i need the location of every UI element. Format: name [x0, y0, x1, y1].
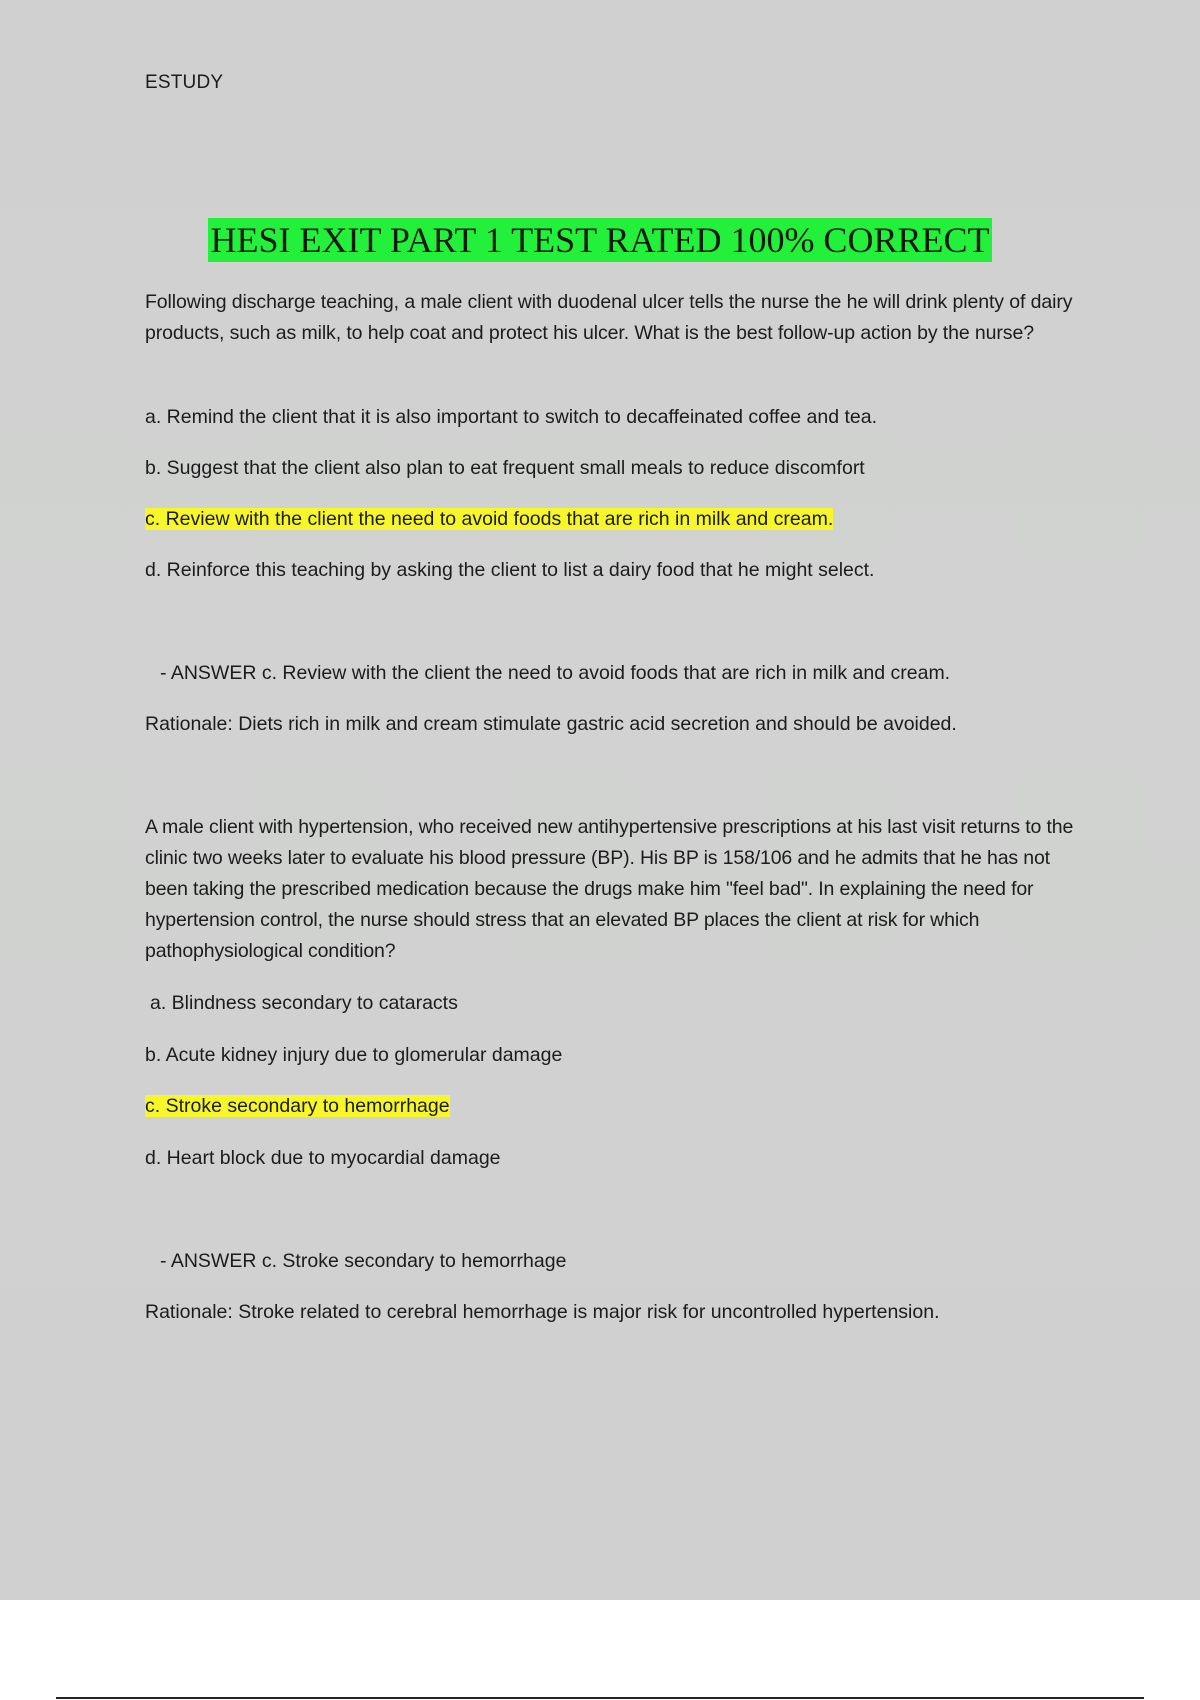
document-title: HESI EXIT PART 1 TEST RATED 100% CORRECT	[208, 218, 993, 262]
question-1-rationale: Rationale: Diets rich in milk and cream stimulate gastric acid secretion and should be avoided.	[145, 713, 957, 735]
footer-divider	[56, 1697, 1144, 1699]
question-1-option-b: b. Suggest that the client also plan to eat frequent small meals to reduce discomfort	[145, 457, 865, 479]
question-2-option-d: d. Heart block due to myocardial damage	[145, 1147, 501, 1169]
header-label: ESTUDY	[145, 72, 224, 93]
question-2-option-b: b. Acute kidney injury due to glomerular damage	[145, 1044, 563, 1066]
question-1-stem: Following discharge teaching, a male client with duodenal ulcer tells the nurse the he will drink plenty of dairy products, such as milk, to help coat and protect his ulcer. What is the best follow-up action by the nurse?	[145, 291, 1073, 344]
question-1-option-c-wrap	[145, 506, 833, 532]
question-1-option-c: c. Review with the client the need to avoid foods that are rich in milk and cream.	[145, 508, 834, 530]
question-1-answer: - ANSWER c. Review with the client the need to avoid foods that are rich in milk and cream.	[160, 662, 951, 684]
title-container	[0, 218, 1200, 262]
question-2-option-c: c. Stroke secondary to hemorrhage	[145, 1095, 450, 1117]
question-2-stem: A male client with hypertension, who received new antihypertensive prescriptions at his last visit returns to the clinic two weeks later to evaluate his blood pressure (BP). His BP is 158/106 and he admits that he has not been taking the prescribed medication because the drugs make him "feel bad". In explaining the need for hypertension control, the nurse should stress that an elevated BP places the client at risk for which pathophysiological condition?	[145, 816, 1074, 962]
question-2-option-c-wrap	[145, 1093, 450, 1119]
question-1-option-d: d. Reinforce this teaching by asking the client to list a dairy food that he might select.	[145, 559, 875, 581]
question-2-answer: - ANSWER c. Stroke secondary to hemorrhage	[160, 1250, 567, 1272]
question-2-rationale: Rationale: Stroke related to cerebral hemorrhage is major risk for uncontrolled hypertension.	[145, 1301, 940, 1323]
question-2-option-a: a. Blindness secondary to cataracts	[150, 992, 458, 1014]
question-1-option-a: a. Remind the client that it is also important to switch to decaffeinated coffee and tea.	[145, 406, 878, 428]
